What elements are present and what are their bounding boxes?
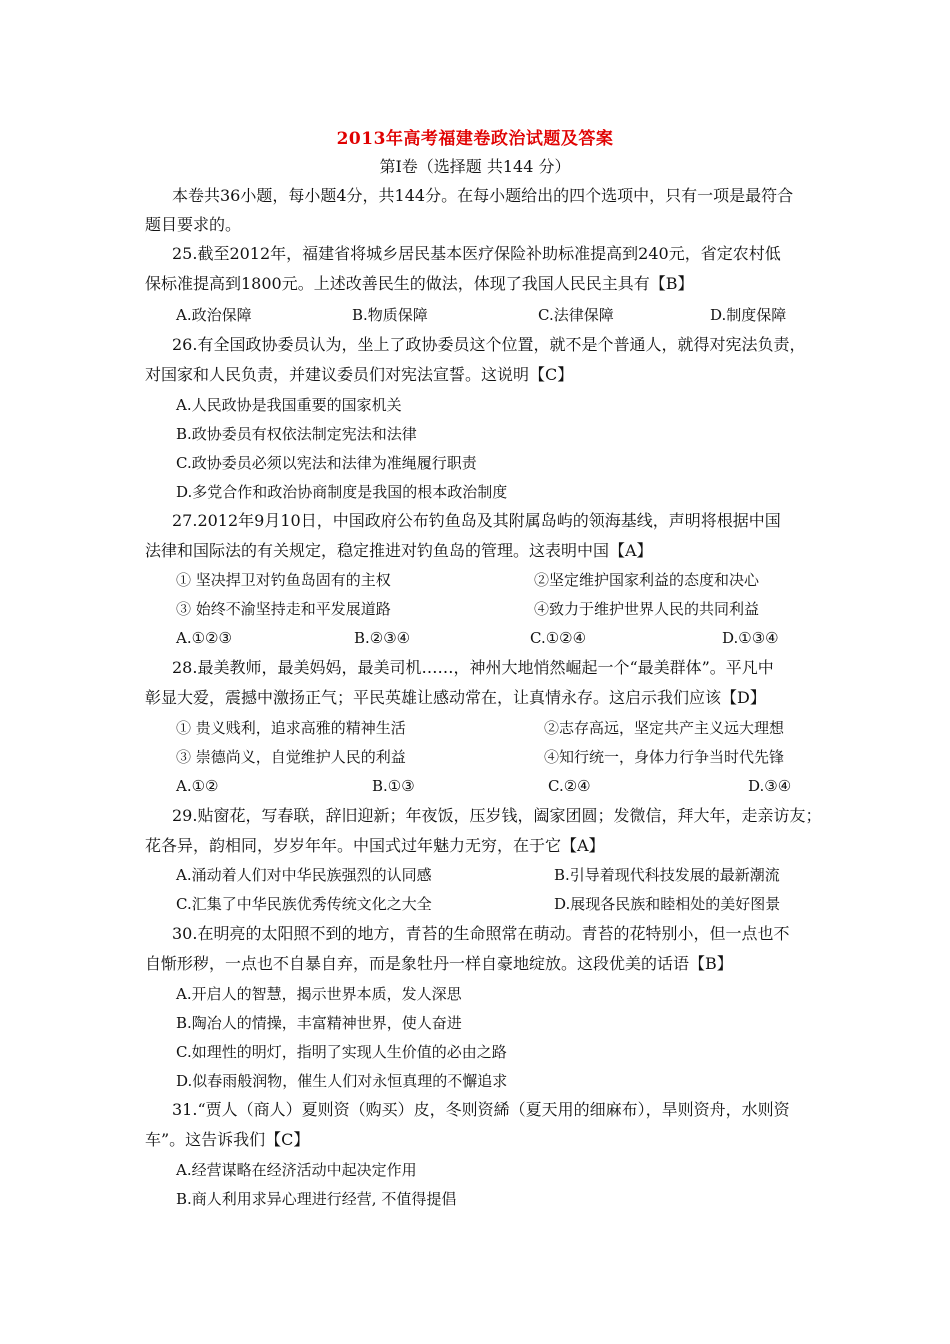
q30-option-a: A.开启人的智慧，揭示世界本质，发人深思 <box>176 985 462 1003</box>
q26-option-a: A.人民政协是我国重要的国家机关 <box>176 396 402 414</box>
q28-option-b: B.①③ <box>372 777 415 795</box>
q29-option-c: C.汇集了中华民族优秀传统文化之大全 <box>176 895 432 913</box>
q29-line-2: 花各异，韵相同，岁岁年年。中国式过年魅力无穷，在于它【A】 <box>145 836 605 855</box>
q27-option-a: A.①②③ <box>176 629 232 647</box>
q26-option-c: C.政协委员必须以宪法和法律为准绳履行职责 <box>176 454 477 472</box>
q25-option-d: D.制度保障 <box>710 306 787 324</box>
intro-line-1: 本卷共36小题，每小题4分，共144分。在每小题给出的四个选项中，只有一项是最符合 <box>172 186 794 205</box>
q27-option-b: B.②③④ <box>354 629 411 647</box>
q30-option-c: C.如理性的明灯，指明了实现人生价值的必由之路 <box>176 1043 507 1061</box>
q29-option-b: B.引导着现代科技发展的最新潮流 <box>554 866 780 884</box>
q29-line-1: 29.贴窗花，写春联，辞旧迎新；年夜饭，压岁钱，阖家团圆；发微信，拜大年，走亲访友； <box>172 806 822 825</box>
q29-option-d: D.展现各民族和睦相处的美好图景 <box>554 895 781 913</box>
q31-line-2: 车”。这告诉我们【C】 <box>145 1130 310 1149</box>
q28-option-a: A.①② <box>176 777 219 795</box>
q26-option-d: D.多党合作和政治协商制度是我国的根本政治制度 <box>176 483 508 501</box>
q30-line-2: 自惭形秽，一点也不自暴自弃，而是象牡丹一样自豪地绽放。这段优美的话语【B】 <box>145 954 733 973</box>
q27-option-d: D.①③④ <box>722 629 779 647</box>
q31-option-b: B.商人利用求异心理进行经营, 不值得提倡 <box>176 1190 457 1208</box>
q25-option-b: B.物质保障 <box>352 306 428 324</box>
q27-item-2: ②坚定维护国家利益的态度和决心 <box>534 571 760 589</box>
q30-option-d: D.似春雨般润物，催生人们对永恒真理的不懈追求 <box>176 1072 508 1090</box>
q30-option-b: B.陶冶人的情操，丰富精神世界，使人奋进 <box>176 1014 462 1032</box>
q28-item-2: ②志存高远，坚定共产主义远大理想 <box>544 719 785 737</box>
q26-option-b: B.政协委员有权依法制定宪法和法律 <box>176 425 417 443</box>
q28-line-1: 28.最美教师，最美妈妈，最美司机……，神州大地悄然崛起一个“最美群体”。平凡中 <box>172 658 774 677</box>
q27-item-4: ④致力于维护世界人民的共同利益 <box>534 600 760 618</box>
q27-item-3: ③ 始终不渝坚持走和平发展道路 <box>176 600 391 618</box>
q27-item-1: ① 坚决捍卫对钓鱼岛固有的主权 <box>176 571 391 589</box>
intro-line-2: 题目要求的。 <box>145 215 242 234</box>
q27-line-1: 27.2012年9月10日，中国政府公布钓鱼岛及其附属岛屿的领海基线，声明将根据中国 <box>172 511 781 530</box>
q28-item-4: ④知行统一，身体力行争当时代先锋 <box>544 748 785 766</box>
q28-option-c: C.②④ <box>548 777 591 795</box>
q28-item-1: ① 贵义贱利，追求高雅的精神生活 <box>176 719 406 737</box>
q31-line-1: 31.“贾人（商人）夏则资（购买）皮，冬则资絺（夏天用的细麻布），旱则资舟，水则资 <box>172 1100 790 1119</box>
q25-line-1: 25.截至2012年，福建省将城乡居民基本医疗保险补助标准提高到240元，省定农村低 <box>172 244 781 263</box>
q28-item-3: ③ 崇德尚义，自觉维护人民的利益 <box>176 748 406 766</box>
q31-option-a: A.经营谋略在经济活动中起决定作用 <box>176 1161 417 1179</box>
q27-option-c: C.①②④ <box>530 629 587 647</box>
q28-option-d: D.③④ <box>748 777 792 795</box>
q27-line-2: 法律和国际法的有关规定，稳定推进对钓鱼岛的管理。这表明中国【A】 <box>145 541 653 560</box>
q26-line-1: 26.有全国政协委员认为，坐上了政协委员这个位置，就不是个普通人，就得对宪法负责， <box>172 335 806 354</box>
q25-line-2: 保标准提高到1800元。上述改善民生的做法，体现了我国人民民主具有【B】 <box>145 274 694 293</box>
q25-option-c: C.法律保障 <box>538 306 614 324</box>
q26-line-2: 对国家和人民负责，并建议委员们对宪法宣誓。这说明【C】 <box>145 365 574 384</box>
q25-option-a: A.政治保障 <box>176 306 252 324</box>
q28-line-2: 彰显大爱，震撼中激扬正气；平民英雄让感动常在，让真情永存。这启示我们应该【D】 <box>145 688 766 707</box>
section-subtitle: 第Ⅰ卷（选择题 共144 分） <box>379 157 571 176</box>
page-title: 2013年高考福建卷政治试题及答案 <box>336 129 614 149</box>
q29-option-a: A.涌动着人们对中华民族强烈的认同感 <box>176 866 432 884</box>
q30-line-1: 30.在明亮的太阳照不到的地方，青苔的生命照常在萌动。青苔的花特别小，但一点也不 <box>172 924 790 943</box>
